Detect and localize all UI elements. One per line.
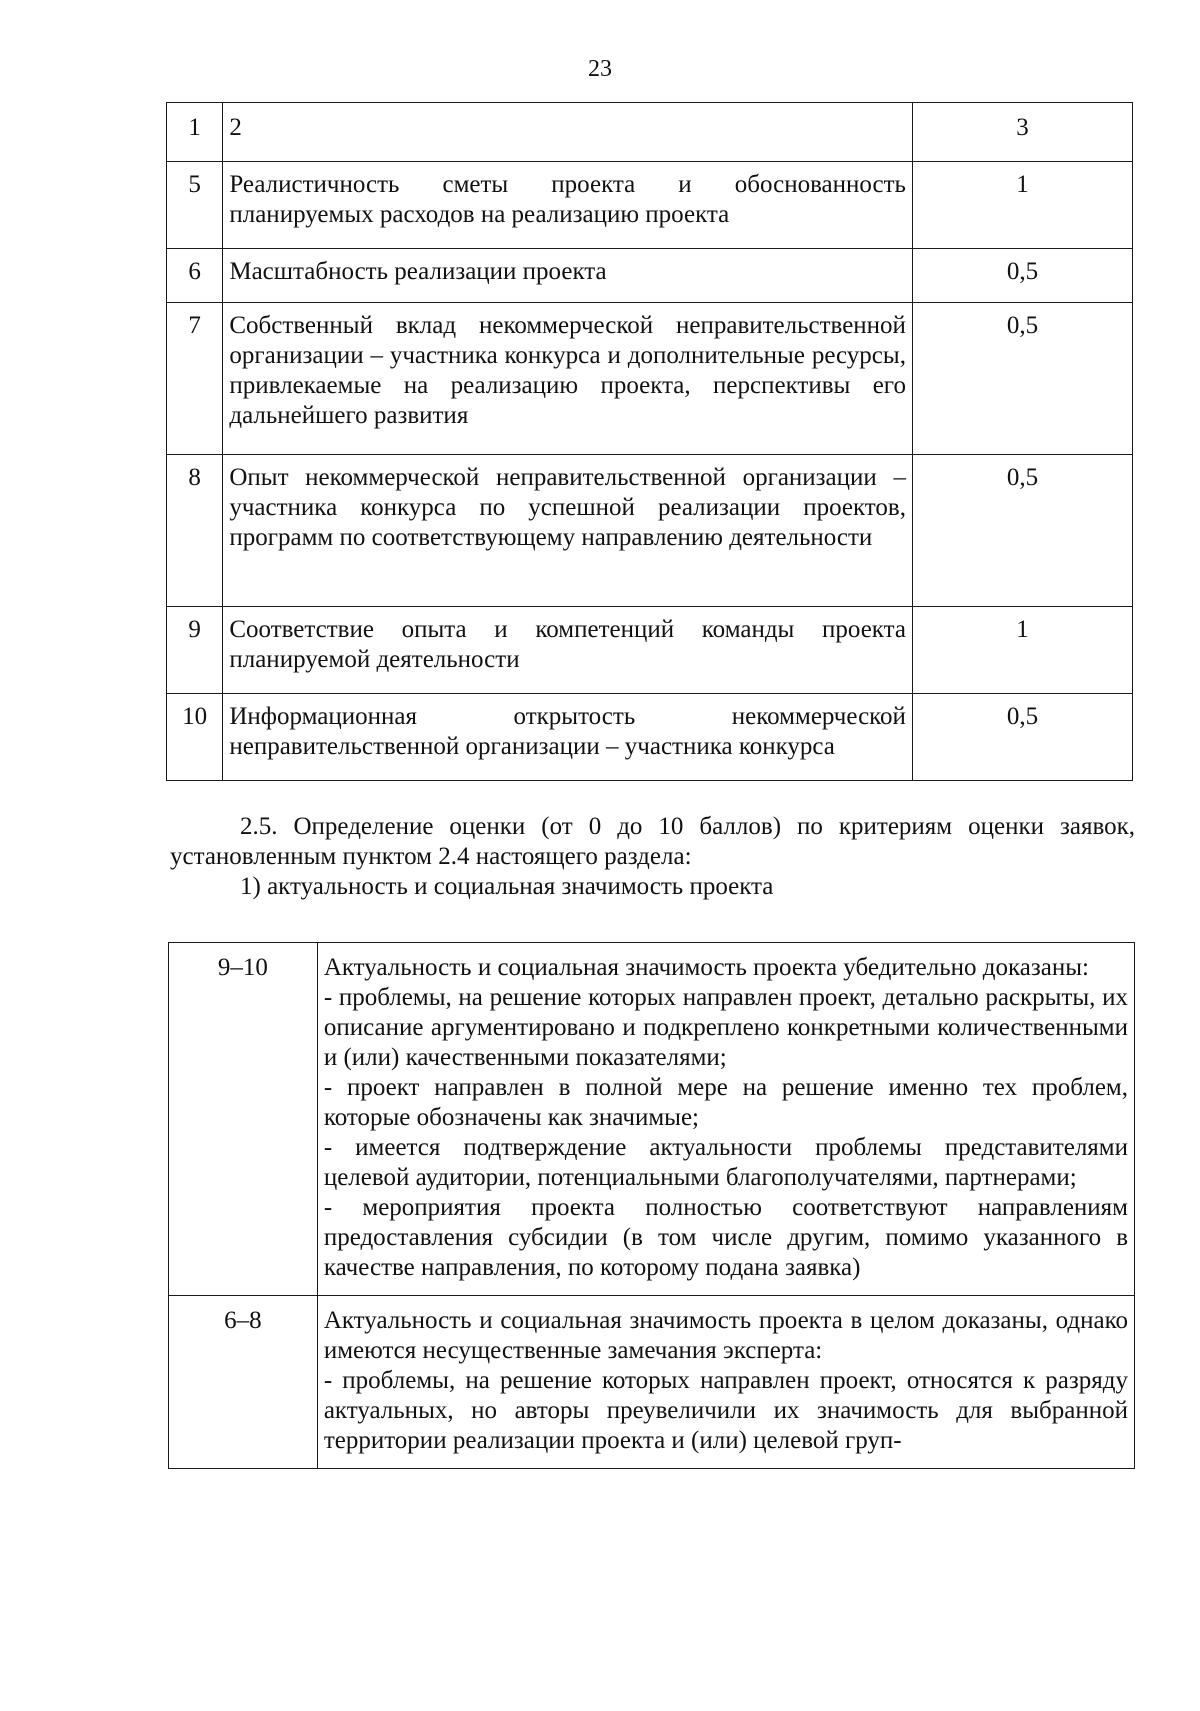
criterion-text: Опыт некоммерческой неправительственной организации – участника конкурса по успешной реализации проектов, программ по соответствующему направлению деятельности [223,455,913,607]
criterion-text: Собственный вклад некоммерческой неправительственной организации – участника конкурса и дополнительные ресурсы, привлекаемые на реализацию проекта, перспективы его дальнейшего развития [223,303,913,455]
score-description [317,1296,1134,1469]
criterion-score: 0,5 [912,694,1132,781]
table-row [169,1296,1135,1469]
description-line: - проблемы, на решение которых направлен проект, относятся к разряду актуальных, но авторы преувеличили их значимость для выбранной территории реализации проекта и (или) целевой груп- [323,1367,1128,1454]
criteria-table [166,102,1133,781]
description-line: - проблемы, на решение которых направлен проект, детально раскрыты, их описание аргументировано и подкреплено конкретными количественными и (или) качественными показателями; [323,984,1128,1071]
table-row [167,694,1133,781]
criterion-number: 9 [167,607,223,694]
criterion-number: 10 [167,694,223,781]
criterion-score: 1 [912,162,1132,249]
table-row [167,455,1133,607]
table-header-row [167,103,1133,162]
section-paragraph: 2.5. Определение оценки (от 0 до 10 баллов) по критериям оценки заявок, установленным пунктом 2.4 настоящего раздела: [170,813,1135,870]
page-number: 23 [588,56,612,82]
table-row [167,303,1133,455]
description-line: Актуальность и социальная значимость проекта убедительно доказаны: [323,954,1089,981]
section-list-item: 1) актуальность и социальная значимость проекта [240,873,774,900]
header-col-3: 3 [912,103,1132,162]
criterion-score: 1 [912,607,1132,694]
description-line: - имеется подтверждение актуальности проблемы представителями целевой аудитории, потенциальными благополучателями, партнерами; [323,1134,1128,1191]
criterion-text: Реалистичность сметы проекта и обоснованность планируемых расходов на реализацию проекта [223,162,913,249]
criterion-text: Масштабность реализации проекта [223,249,913,303]
score-range: 9–10 [169,943,318,1296]
scores-table [168,942,1135,1469]
description-line: - проект направлен в полной мере на решение именно тех проблем, которые обозначены как значимые; [323,1074,1128,1131]
description-line: Актуальность и социальная значимость проекта в целом доказаны, однако имеются несущественные замечания эксперта: [323,1307,1128,1364]
score-description [317,943,1134,1296]
criterion-text: Соответствие опыта и компетенций команды проекта планируемой деятельности [223,607,913,694]
score-range: 6–8 [169,1296,318,1469]
criterion-number: 7 [167,303,223,455]
criterion-score: 0,5 [912,303,1132,455]
criterion-number: 5 [167,162,223,249]
criterion-score: 0,5 [912,455,1132,607]
criterion-number: 8 [167,455,223,607]
table-row [167,162,1133,249]
header-col-1: 1 [167,103,223,162]
section-2-5 [170,812,1135,902]
table-row [167,607,1133,694]
header-col-2: 2 [223,103,913,162]
description-line: - мероприятия проекта полностью соответствуют направлениям предоставления субсидии (в том числе другим, помимо указанного в качестве направления, по которому подана заявка) [323,1194,1128,1281]
criterion-text: Информационная открытость некоммерческой неправительственной организации – участника конкурса [223,694,913,781]
table-row [167,249,1133,303]
table-row [169,943,1135,1296]
criterion-score: 0,5 [912,249,1132,303]
criterion-number: 6 [167,249,223,303]
